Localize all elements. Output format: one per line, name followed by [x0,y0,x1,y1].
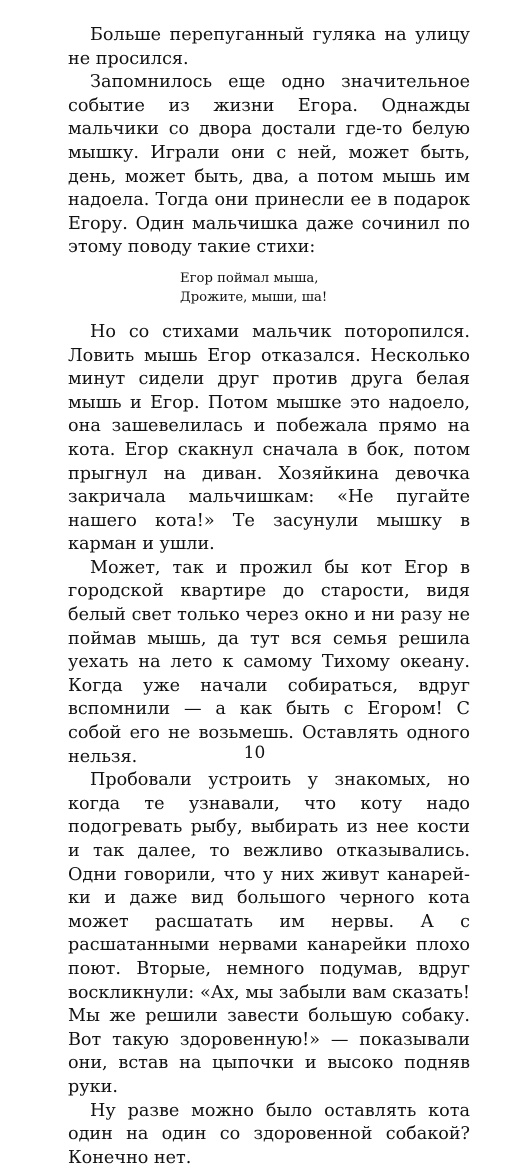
page-number: 10 [243,743,266,763]
poem-line-1: Егор поймал мыша, [180,270,319,286]
paragraph-4: Может, так и прожил бы кот Егор в городской квартире до старости, видя белый свет только через окно и ни разу не поймав мышь, да тут вся семья решила уехать на лето к самому Тихому океану. Когда уже начали собираться, вдруг вспомнили — а как быть с Егором! С собой его не возьмешь. Оставлять одного нельзя. [68,557,470,767]
page-text-block [68,24,470,1170]
paragraph-6: Ну разве можно было оставлять кота один на один со здоровенной собакой? Конечно нет. [68,1100,470,1168]
paragraph-2: Запомнилось еще одно значительное событие из жизни Егора. Однажды мальчики со двора достали где-то белую мышку. Играли они с ней, может быть, день, может быть, два, а потом мышь им надоела. Тогда они принесли ее в подарок Егору. Один мальчишка даже сочинил по этому поводу такие стихи: [68,72,470,258]
poem-line-2: Дрожите, мыши, ша! [180,289,328,305]
paragraph-3: Но со стихами мальчик поторопился. Ловить мышь Егор отказался. Несколько минут сидели друг против друга белая мышь и Егор. Потом мышке это надоело, она зашевелилась и побежала прямо на кота. Егор скакнул сначала в бок, потом прыгнул на диван. Хозяйкина девочка закричала мальчишкам: «Не пугайте нашего кота!» Те засунули мышку в карман и ушли. [68,321,470,555]
paragraph-1: Больше перепуганный гуляка на улицу не просился. [68,25,470,69]
paragraph-5: Пробовали устроить у знакомых, но когда те узнавали, что коту надо подогревать рыбу, выбирать из нее кости и так далее, то вежливо отказывались. Одни говорили, что у них живут канарейки и даже вид большого черного кота может расшатать им нервы. А с расшатанными нервами канарейки плохо поют. Вторые, немного подумав, вдруг воскликнули: «Ах, мы забыли вам сказать! Мы же решили завести большую собаку. Вот такую здоровенную!» — показывали они, встав на цыпочки и высоко подняв руки. [68,770,470,1097]
poem-stanza [68,269,470,307]
